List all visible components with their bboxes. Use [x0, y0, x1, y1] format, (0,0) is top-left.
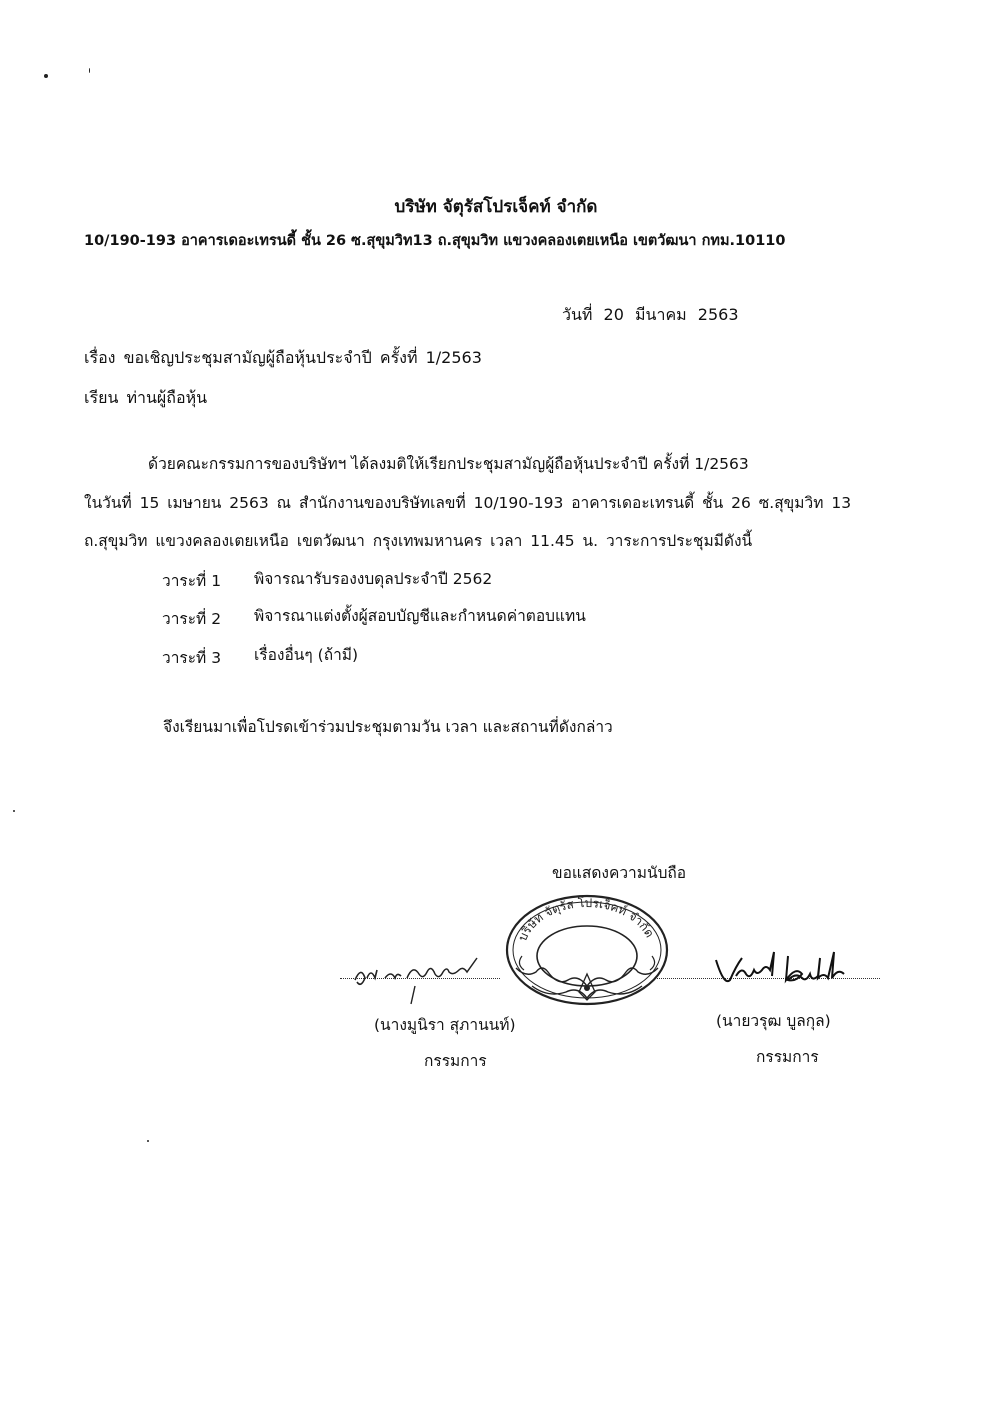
agenda-text: เรื่องอื่นๆ (ถ้ามี)	[254, 646, 359, 664]
signatory-title-left: กรรมการ	[424, 1052, 487, 1070]
signature-right	[712, 950, 862, 990]
closing-regards: ขอแสดงความนับถือ	[552, 864, 687, 882]
closing-paragraph: จึงเรียนมาเพื่อโปรดเข้าร่วมประชุมตามวัน เวลา และสถานที่ดังกล่าว	[163, 718, 613, 736]
signatory-name-left: (นางมูนิรา สุภานนท์)	[374, 1016, 516, 1034]
agenda-label: วาระที่ 3	[162, 649, 222, 667]
company-seal	[502, 890, 672, 1012]
agenda-label: วาระที่ 2	[162, 610, 222, 628]
signature-left	[345, 948, 495, 1006]
agenda-label: วาระที่ 1	[162, 572, 222, 590]
body-line-3: ถ.สุขุมวิท แขวงคลองเตยเหนือ เขตวัฒนา กรุงเทพมหานคร เวลา 11.45 น. วาระการประชุมมีดังนี้	[84, 532, 753, 550]
scan-speck	[44, 74, 48, 78]
agenda-text: พิจารณารับรองงบดุลประจำปี 2562	[254, 570, 493, 588]
letter-subject: เรื่อง ขอเชิญประชุมสามัญผู้ถือหุ้นประจำปี ครั้งที่ 1/2563	[84, 348, 482, 367]
seal-text: บริษัท จัตุรัส โปรเจ็คท์ จำกัด	[515, 895, 657, 944]
signatory-title-right: กรรมการ	[756, 1048, 819, 1066]
letter-date: วันที่ 20 มีนาคม 2563	[562, 305, 739, 324]
signatory-name-right: (นายวรุฒ บูลกุล)	[716, 1012, 831, 1030]
company-name: บริษัท จัตุรัสโปรเจ็คท์ จำกัด	[394, 197, 598, 217]
scan-speck	[147, 1140, 149, 1142]
scan-speck	[89, 68, 90, 73]
letter-recipient: เรียน ท่านผู้ถือหุ้น	[84, 388, 208, 407]
body-line-1: ด้วยคณะกรรมการของบริษัทฯ ได้ลงมติให้เรียกประชุมสามัญผู้ถือหุ้นประจำปี ครั้งที่ 1/2563	[148, 455, 749, 473]
company-address: 10/190-193 อาคารเดอะเทรนดี้ ชั้น 26 ซ.สุขุมวิท13 ถ.สุขุมวิท แขวงคลองเตยเหนือ เขตวัฒนา กทม.10110	[84, 233, 786, 249]
body-line-2: ในวันที่ 15 เมษายน 2563 ณ สำนักงานของบริษัทเลขที่ 10/190-193 อาคารเดอะเทรนดี้ ชั้น 26 ซ.สุขุมวิท 13	[84, 494, 852, 512]
scan-speck	[13, 810, 15, 812]
svg-text:บริษัท จัตุรัส โปรเจ็คท์ จำกัด	[515, 896, 657, 943]
agenda-text: พิจารณาแต่งตั้งผู้สอบบัญชีและกำหนดค่าตอบแทน	[254, 607, 586, 625]
